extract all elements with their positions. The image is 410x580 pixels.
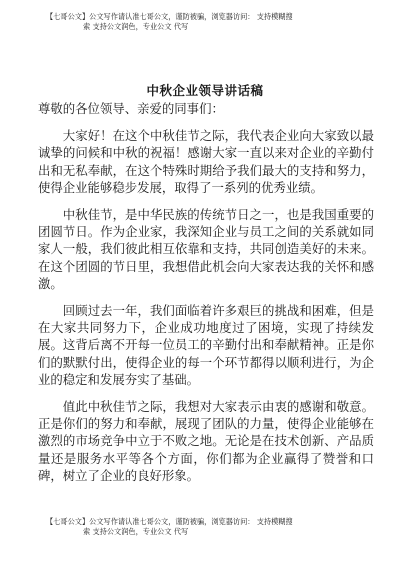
salutation: 尊敬的各位领导、亲爱的同事们：	[38, 101, 224, 116]
header-banner-line-2: 索 支持公文润色，专业公文 代写	[83, 22, 189, 31]
document-body	[38, 100, 374, 494]
document-title: 中秋企业领导讲话稿	[146, 83, 264, 98]
paragraph-4: 值此中秋佳节之际，我想对大家表示由衷的感谢和敬意。正是你们的努力和奉献，展现了团队的力量，使得企业能够在激烈的市场竞争中立于不败之地。无论是在技术创新、产品质量还是服务水平等各个方面，你们都为企业赢得了赞誉和口碑，树立了企业的良好形象。	[38, 399, 374, 483]
paragraph-1: 大家好！在这个中秋佳节之际，我代表企业向大家致以最诚挚的问候和中秋的祝福！感谢大家一直以来对企业的辛勤付出和无私奉献，在这个特殊时期给予我们最大的支持和努力，使得企业能够稳步发展，取得了一系列的优秀业绩。	[38, 128, 374, 195]
footer-banner-line-1: 【七哥公文】公文写作请认准七哥公文，谨防被骗，浏览器访问： 支持模糊搜	[46, 517, 293, 526]
header-banner-line-1: 【七哥公文】公文写作请认准七哥公文，谨防被骗，浏览器访问： 支持模糊搜	[46, 12, 293, 21]
paragraph-3: 回顾过去一年，我们面临着许多艰巨的挑战和困难，但是在大家共同努力下，企业成功地度过了困境，实现了持续发展。这背后离不开每一位员工的辛勤付出和奉献精神。正是你们的默默付出，使得企业的每一个环节都得以顺利进行，为企业的稳定和发展夯实了基础。	[38, 303, 374, 387]
header-banner	[46, 12, 386, 32]
footer-banner-line-2: 索 支持公文润色，专业公文 代写	[83, 527, 189, 536]
paragraph-2: 中秋佳节，是中华民族的传统节日之一，也是我国重要的团圆节日。作为企业家，我深知企业与员工之间的关系就如同家人一般，我们彼此相互依靠和支持，共同创造美好的未来。在这个团圆的节日里，我想借此机会向大家表达我的关怀和感激。	[38, 207, 374, 291]
footer-banner	[46, 517, 386, 537]
